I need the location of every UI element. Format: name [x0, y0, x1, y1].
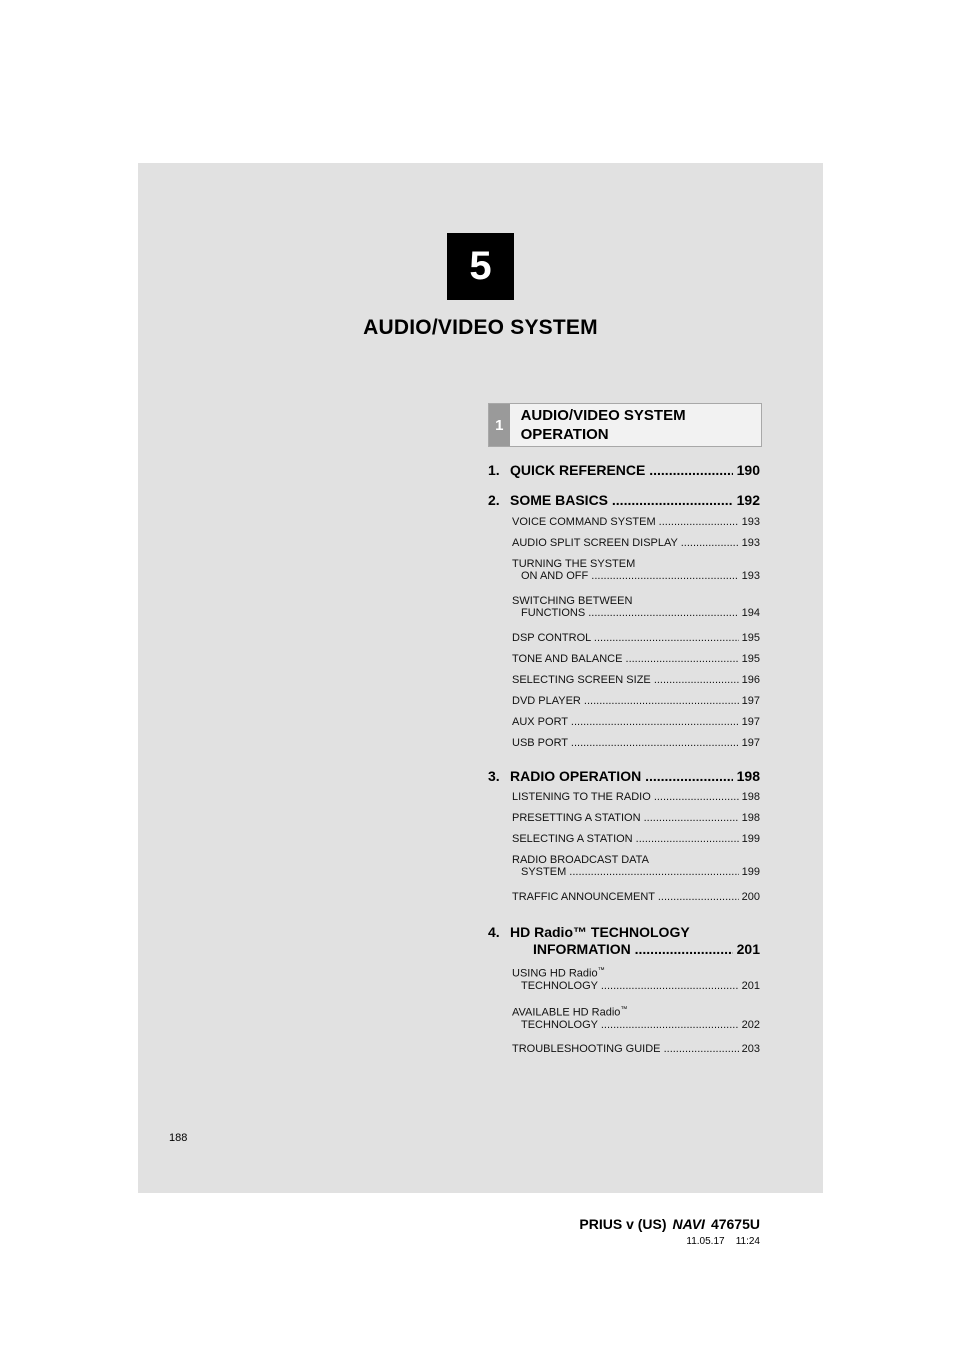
chapter-number-badge: 5: [447, 233, 514, 300]
section-title: AUDIO/VIDEO SYSTEM OPERATION: [520, 407, 686, 443]
page-ref: 198: [736, 768, 760, 784]
toc-subentry[interactable]: AUDIO SPLIT SCREEN DISPLAY ..... 193: [512, 537, 760, 558]
toc-entry-radio-operation[interactable]: 3. RADIO OPERATION ..... 198: [488, 768, 760, 784]
footer-model: PRIUS v (US) NAVI 47675U: [579, 1216, 760, 1232]
toc-subentry[interactable]: USING HD Radio™ TECHNOLOGY ..... 201: [512, 967, 760, 1006]
chapter-title: AUDIO/VIDEO SYSTEM: [363, 316, 598, 339]
toc-subentry[interactable]: DSP CONTROL ..... 195: [512, 632, 760, 653]
toc-subentry[interactable]: SWITCHING BETWEEN FUNCTIONS ..... 194: [512, 595, 760, 632]
toc-subentry[interactable]: RADIO BROADCAST DATA SYSTEM ..... 199: [512, 854, 760, 891]
toc-subentry[interactable]: TURNING THE SYSTEM ON AND OFF ..... 193: [512, 558, 760, 595]
toc-sublist-some-basics: [488, 516, 760, 758]
toc-subentry[interactable]: TONE AND BALANCE ..... 195: [512, 653, 760, 674]
toc-subentry[interactable]: TROUBLESHOOTING GUIDE ..... 203: [512, 1043, 760, 1064]
table-of-contents: [488, 458, 760, 1064]
toc-entry-some-basics[interactable]: 2. SOME BASICS ..... 192: [488, 492, 760, 508]
footer-timestamp: 11.05.17 11:24: [686, 1236, 760, 1247]
toc-subentry[interactable]: VOICE COMMAND SYSTEM ..... 193: [512, 516, 760, 537]
toc-subentry[interactable]: LISTENING TO THE RADIO ..... 198: [512, 791, 760, 812]
toc-subentry[interactable]: AUX PORT ..... 197: [512, 716, 760, 737]
page-ref: 201: [736, 941, 760, 957]
page-ref: 192: [736, 492, 760, 508]
toc-subentry[interactable]: PRESETTING A STATION ..... 198: [512, 812, 760, 833]
toc-entry-hd-radio[interactable]: 4. HD Radio™ TECHNOLOGY INFORMATION ..... 201: [488, 924, 760, 958]
section-number: 1: [489, 404, 510, 446]
toc-subentry[interactable]: DVD PLAYER ..... 197: [512, 695, 760, 716]
section-header: [488, 403, 762, 447]
toc-subentry[interactable]: SELECTING A STATION ..... 199: [512, 833, 760, 854]
page-number: 188: [169, 1132, 188, 1144]
toc-subentry[interactable]: SELECTING SCREEN SIZE ..... 196: [512, 674, 760, 695]
toc-subentry[interactable]: TRAFFIC ANNOUNCEMENT ..... 200: [512, 891, 760, 912]
toc-subentry[interactable]: AVAILABLE HD Radio™ TECHNOLOGY ..... 202: [512, 1006, 760, 1043]
toc-subentry[interactable]: USB PORT ..... 197: [512, 737, 760, 758]
toc-sublist-radio-operation: [488, 791, 760, 912]
page-ref: 190: [736, 462, 760, 478]
toc-entry-quick-reference[interactable]: 1. QUICK REFERENCE ..... 190: [488, 462, 760, 478]
toc-sublist-hd-radio: [488, 967, 760, 1064]
